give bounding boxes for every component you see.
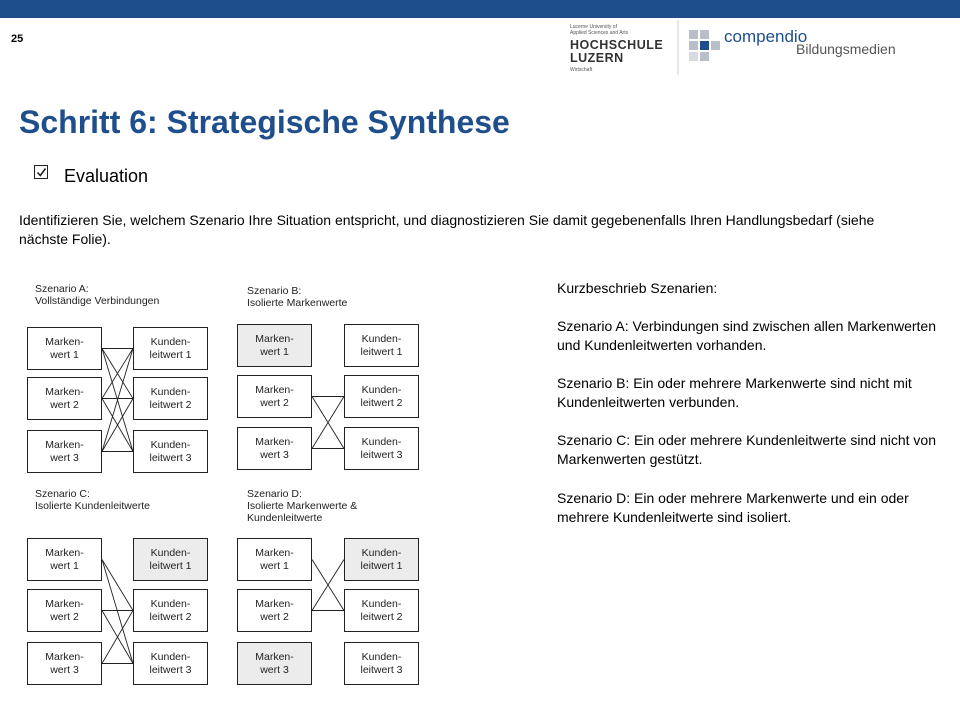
compendio-brand: compendio (724, 27, 808, 46)
hslu-logo-small-2: Applied Sciences and Arts (570, 30, 629, 36)
summary-paragraph: Szenario A: Verbindungen sind zwischen allen Markenwerten und Kundenleitwerten vorhanden. (557, 318, 937, 353)
connection-line (102, 560, 133, 611)
kundenleitwert-box: Kunden- leitwert 3 (344, 427, 419, 470)
kundenleitwert-box: Kunden- leitwert 2 (344, 375, 419, 418)
scenario-label-line: Szenario A: (35, 283, 89, 295)
markenwert-box: Marken- wert 2 (237, 589, 312, 632)
markenwert-box: Marken- wert 1 (27, 538, 102, 581)
markenwert-box: Marken- wert 2 (237, 375, 312, 418)
hslu-logo-faculty: Wirtschaft (570, 67, 593, 73)
kundenleitwert-box: Kunden- leitwert 2 (133, 377, 208, 420)
scenario-label-line: Isolierte Markenwerte (247, 297, 348, 309)
kundenleitwert-box: Kunden- leitwert 1 (344, 324, 419, 367)
summary-paragraph: Szenario B: Ein oder mehrere Markenwerte sind nicht mit Kundenleitwerten verbunden. (557, 375, 912, 410)
markenwert-box: Marken- wert 1 (237, 324, 312, 367)
markenwert-box: Marken- wert 2 (27, 589, 102, 632)
kundenleitwert-box: Kunden- leitwert 3 (133, 430, 208, 473)
kundenleitwert-box: Kunden- leitwert 3 (344, 642, 419, 685)
scenario-label (247, 285, 347, 309)
kundenleitwert-box: Kunden- leitwert 3 (133, 642, 208, 685)
hslu-logo-line-1: HOCHSCHULE (570, 38, 664, 52)
scenario-label-line: Szenario D: (247, 488, 302, 500)
scenario-label (35, 283, 159, 307)
markenwert-box: Marken- wert 3 (27, 430, 102, 473)
intro-text: Identifizieren Sie, welchem Szenario Ihre Situation entspricht, und diagnostizieren Sie damit gegebenenfalls Ihren Handlungsbedarf (siehe nächste Folie). (19, 212, 875, 247)
kundenleitwert-box: Kunden- leitwert 2 (133, 589, 208, 632)
scenario-label-line: Isolierte Kundenleitwerte (35, 500, 150, 512)
kundenleitwert-box: Kunden- leitwert 1 (133, 538, 208, 581)
kundenleitwert-box: Kunden- leitwert 1 (344, 538, 419, 581)
summary-paragraph: Szenario D: Ein oder mehrere Markenwerte und ein oder mehrere Kundenleitwerte sind isoliert. (557, 490, 909, 525)
kundenleitwert-box: Kunden- leitwert 1 (133, 327, 208, 370)
scenario-label (35, 488, 150, 512)
page-title: Schritt 6: Strategische Synthese (19, 104, 510, 140)
scenario-label-line: Szenario C: (35, 488, 90, 500)
hslu-logo-small-1: Lucerne University of (570, 24, 617, 30)
summary-heading: Kurzbeschrieb Szenarien: (557, 280, 718, 296)
scenario-label (247, 488, 357, 524)
page-number: 25 (11, 33, 24, 45)
scenario-label-line: Vollständige Verbindungen (35, 295, 160, 307)
scenario-label-line: Kundenleitwerte (247, 512, 323, 524)
connection-line (102, 560, 133, 664)
summary-paragraph: Szenario C: Ein oder mehrere Kundenleitwerte sind nicht von Markenwerten gestützt. (557, 432, 936, 467)
hslu-logo-line-2: LUZERN (570, 51, 624, 65)
section-subtitle: Evaluation (64, 166, 149, 186)
scenario-label-line: Szenario B: (247, 285, 302, 297)
markenwert-box: Marken- wert 3 (237, 642, 312, 685)
kundenleitwert-box: Kunden- leitwert 2 (344, 589, 419, 632)
scenario-label-line: Isolierte Markenwerte & (247, 500, 358, 512)
markenwert-box: Marken- wert 3 (237, 427, 312, 470)
markenwert-box: Marken- wert 1 (27, 327, 102, 370)
compendio-sub: Bildungsmedien (796, 41, 896, 57)
markenwert-box: Marken- wert 1 (237, 538, 312, 581)
markenwert-box: Marken- wert 2 (27, 377, 102, 420)
markenwert-box: Marken- wert 3 (27, 642, 102, 685)
